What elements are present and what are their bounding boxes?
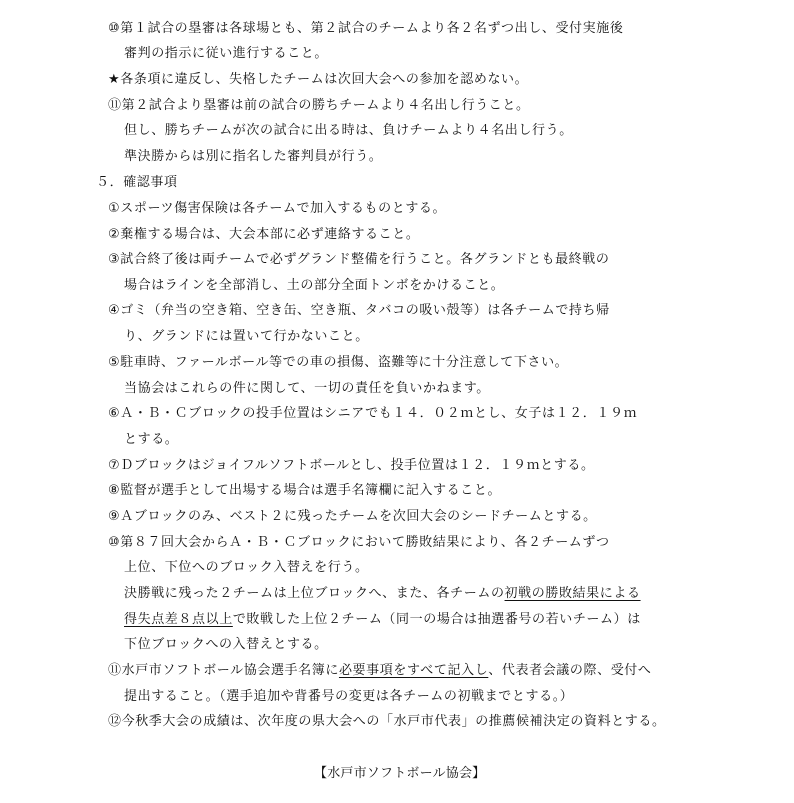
s5-item-6-line-2: とする。 bbox=[124, 432, 179, 447]
s5-item-10-line-3 bbox=[124, 585, 641, 603]
s5-item-8: ⑧監督が選手として出場する場合は選手名簿欄に記入すること。 bbox=[108, 483, 502, 498]
s5-item-3-line-2: 場合はラインを全部消し、土の部分全面トンボをかけること。 bbox=[124, 278, 505, 293]
s5-item-1: ①スポーツ傷害保険は各チームで加入するものとする。 bbox=[108, 201, 447, 216]
s5-item-3-line-1: ③試合終了後は両チームで必ずグランド整備を行うこと。各グランドとも最終戦の bbox=[108, 252, 610, 267]
s5-item-11-text-a: ⑪水戸市ソフトボール協会選手名簿に bbox=[108, 663, 339, 678]
star-note: ★各条項に違反し、失格したチームは次回大会への参加を認めない。 bbox=[108, 72, 529, 87]
s5-item-9: ⑨Ａブロックのみ、ベスト２に残ったチームを次回大会のシードチームとする。 bbox=[108, 509, 597, 524]
item-11-line-1: ⑪第２試合より塁審は前の試合の勝ちチームより４名出し行うこと。 bbox=[108, 98, 530, 113]
s5-item-10-line-1: ⑩第８７回大会からＡ・Ｂ・Ｃブロックにおいて勝敗結果により、各２チームずつ bbox=[108, 535, 610, 550]
s5-item-6-line-1: ⑥Ａ・Ｂ・Ｃブロックの投手位置はシニアでも１４．０２ｍとし、女子は１２．１９ｍ bbox=[108, 406, 638, 421]
item-10-line-1: ⑩第１試合の塁審は各球場とも、第２試合のチームより各２名ずつ出し、受付実施後 bbox=[108, 21, 624, 36]
s5-item-5-line-1: ⑤駐車時、ファールボール等での車の損傷、盗難等に十分注意して下さい。 bbox=[108, 355, 569, 370]
s5-item-2: ②棄権する場合は、大会本部に必ず連絡すること。 bbox=[108, 227, 420, 242]
s5-item-10-line-5: 下位ブロックへの入替えとする。 bbox=[124, 637, 328, 652]
s5-item-5-line-2: 当協会はこれらの件に関して、一切の責任を負いかねます。 bbox=[124, 381, 490, 396]
s5-item-11-line-1 bbox=[108, 662, 652, 680]
s5-item-10-line-4-text: で敗戦した上位２チーム（同一の場合は抽選番号の若いチーム）は bbox=[232, 612, 641, 627]
s5-item-10-underlined-point-diff: 得失点差８点以上 bbox=[124, 612, 233, 627]
s5-item-11-underlined: 必要事項をすべて記入し bbox=[338, 663, 489, 678]
item-10-line-2: 審判の指示に従い進行すること。 bbox=[124, 46, 329, 61]
item-11-line-2: 但し、勝ちチームが次の試合に出る時は、負けチームより４名出し行う。 bbox=[124, 123, 573, 138]
s5-item-10-underlined-first-game: 初戦の勝敗結果による bbox=[504, 586, 641, 601]
s5-item-10-line-2: 上位、下位へのブロック入替えを行う。 bbox=[124, 560, 369, 575]
s5-item-11-line-2: 提出すること。（選手追加や背番号の変更は各チームの初戦までとする。） bbox=[124, 689, 574, 704]
section-5-heading: ５．確認事項 bbox=[96, 175, 178, 190]
s5-item-10-line-4 bbox=[124, 611, 641, 629]
s5-item-4-line-2: り、グランドには置いて行かないこと。 bbox=[124, 329, 369, 344]
s5-item-10-line-3-text: 決勝戦に残った２チームは上位ブロックへ、また、各チームの bbox=[124, 586, 505, 601]
s5-item-11-text-c: 、代表者会議の際、受付へ bbox=[488, 663, 652, 678]
s5-item-4-line-1: ④ゴミ（弁当の空き箱、空き缶、空き瓶、タバコの吸い殻等）は各チームで持ち帰 bbox=[108, 303, 610, 318]
s5-item-12: ⑫今秋季大会の成績は、次年度の県大会への「水戸市代表」の推薦候補決定の資料とする。 bbox=[108, 714, 666, 729]
s5-item-7: ⑦Ｄブロックはジョイフルソフトボールとし、投手位置は１２．１９ｍとする。 bbox=[108, 458, 595, 473]
footer-organization: 【水戸市ソフトボール協会】 bbox=[314, 766, 486, 781]
item-11-line-3: 準決勝からは別に指名した審判員が行う。 bbox=[124, 149, 383, 164]
